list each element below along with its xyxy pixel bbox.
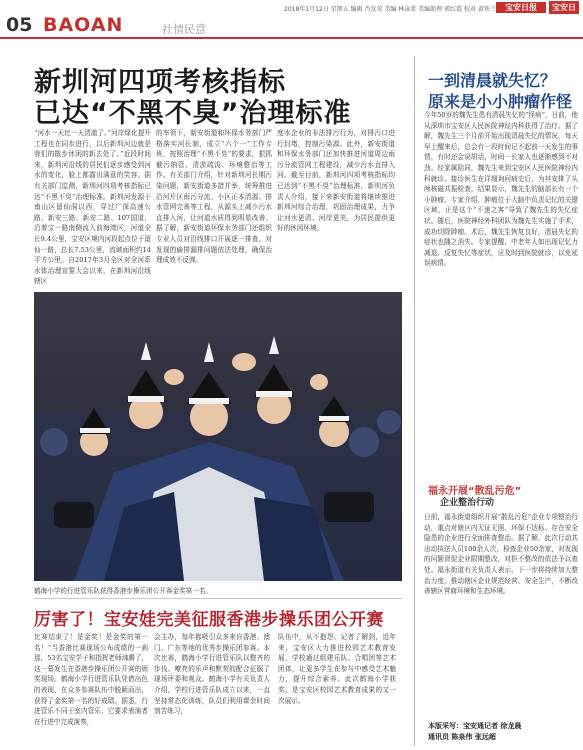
lead-body-column-3: 度水企业的非法排污行为，对排污口进行封堵，控制污染源。此外，新安街道和环保水务部门还加快推进河道周边雨污分流管网工程建设，减少污水直排入河。截至目前，新圳河四项考核指标均已达到“不黑不臭”治理标准，新圳河负责人介绍，接下来新安街道将继续推进新圳河综合治理，巩固治理成果，力争让河水更清、河岸更美，为居民提供更好的休闲环境。 bbox=[277, 129, 395, 233]
side-sub-headline: 福永开展“散乱污危” bbox=[428, 486, 522, 497]
byline bbox=[428, 721, 578, 743]
side-headline-line1: 一到清晨就失忆？ bbox=[428, 71, 557, 90]
edition-meta: 2018年1月12日 星期五 编辑 肖发荣 美编 林泳希 美编助理 郭红霞 校对 黄铁兰 bbox=[284, 6, 496, 13]
side-body: 今年50岁的魏先生患有清晨失忆的“怪病”，日前，他从深圳市宝安区人民医院神经内科获得了治疗。据了解，魏先生三个月前开始出现清晨失忆的情况，每天早上醒来后，总会有一段时间记不起前一天发生的事情，有时还会说胡话，时间一长家人也逐渐感到不对劲。经家属陪同，魏先生来到宝安区人民医院神经内科就诊。接诊医生在详细询问病史后，为其安排了头颅核磁共振检查，结果显示，魏先生的脑部长有一个小肿瘤。专家介绍，肿瘤位于大脑中负责记忆的关键区域，正是这个“不速之客”导致了魏先生的失忆症状。随后，医院神经外科团队为魏先生实施了手术，成功切除肿瘤。术后，魏先生恢复良好，清晨失忆的症状也随之消失。专家提醒，中老年人如出现记忆力减退、反复失忆等症状，应及时到医院就诊，以免延误病情。 bbox=[424, 111, 578, 268]
page-number: 05 bbox=[6, 14, 33, 36]
side-body-2: 日前，福永街道组织开展“散乱污危”企业专项整治行动，重点对辖区内无证无照、环保不达标、存在安全隐患的企业进行全面排查整治。据了解，此次行动共出动执法人员100余人次，检查企业50余家，对发现的问题督促企业限期整改，对拒不整改的依法予以查处。福永街道有关负责人表示，下一步将持续加大整治力度，推动辖区企业规范经营、安全生产，不断改善辖区营商环境和生态环境。 bbox=[424, 513, 578, 596]
section-category: 社情民意 bbox=[162, 23, 206, 36]
newspaper-badge: 宝安日报 bbox=[549, 1, 579, 14]
side-headline-line2: 原来是小小肿瘤作怪 bbox=[428, 92, 573, 111]
second-body-column-1: 比赛结束了！是金奖！是金奖的第一名！”当香港比赛现场公布成绩的一刹那，53名宝安学子和指挥老师沸腾了，这一幕发生在香港步操乐团公开赛的颁奖现场。鹤海小学行进管乐队凭借出色的表现，在众多参赛队伍中脱颖而出，获得了金奖第一名的好成绩。据悉，行进管乐不同于室内管乐，它要求表演者在行进中完成演奏， bbox=[34, 633, 148, 726]
story-separator bbox=[34, 598, 402, 599]
lead-headline-line2: 已达“不黑不臭”治理标准 bbox=[34, 98, 352, 129]
header-rule bbox=[0, 37, 583, 39]
side-sub-headline-2: 企业整治行动 bbox=[440, 498, 495, 508]
second-body-column-3: 队伍中，从不抱怨。记者了解到，近年来，宝安区大力推进校园艺术教育发展，学校通过组建乐队、合唱团等艺术团体，让更多学生在参与中感受艺术魅力，提升综合素养。此次鹤海小学获奖，是宝安区校园艺术教育成果的又一次展示。 bbox=[278, 633, 396, 705]
column-divider bbox=[414, 56, 415, 746]
lead-headline-line1: 新圳河四项考核指标 bbox=[34, 67, 286, 98]
newspaper-logo: 宝安日报 bbox=[496, 2, 546, 13]
photo-caption: 鹤海小学的行进管乐队获得香港步操乐团公开赛金奖第一名。 bbox=[34, 587, 213, 595]
second-body-column-2: 会主办，每年都吸引众多来自香港、澳门、广东等地的优秀步操乐团参赛。本次比赛，鹤海小学行进管乐队以整齐的步伐、嘹亮的乐声和默契的配合征服了现场评委和观众。鹤海小学有关负责人介绍，学校行进管乐队成立以来，一直坚持常态化训练，队员们利用课余时间刻苦练习， bbox=[154, 633, 270, 716]
section-name: BAOAN bbox=[43, 14, 124, 36]
band-photo bbox=[34, 292, 402, 581]
byline-line-1: 本版采写：宝安通记者 徐龙晨 bbox=[428, 722, 522, 730]
lead-body-column-2: 的率领下，新安街道和环保水务部门严格落实河长制，成立“六个一”工作专班，按照治理“不黑不臭”的要求，狠抓截污纳管、清淤疏浚、环境整治等工作。有关部门介绍，针对新圳河长期污染问题，新安街道多措并举，统筹推进沿河片区雨污分流、小区正本清源、排水管网完善等工程，从源头上减少污水直排入河，让河道水质得到明显改善。据了解，新安街道环保水务部门还组织专业人员对沿线排口开展逐一排查，对发现的偷排漏排问题依法处理，确保治理成效不反弹。 bbox=[156, 129, 272, 265]
second-headline: 厉害了！宝安娃完美征服香港步操乐团公开赛 bbox=[34, 610, 384, 630]
lead-body-column-1: “河水一天比一天清澈了。”河岸绿化提升工程也在同步进行，以后新圳河边就是我们的散步休闲的新去处了。”近段时间来，新圳河沿线的居民们逐步感受到河水的变化，脸上都露出满意的笑容。据有关部门监测，新圳河四项考核指标已达“不黑不臭”治理标准。新圳河发源于南山区留仙洞以西，穿过广深高速公路、新安三路、新安二路、107国道，沿着宝一路南侧流入前海湾区，河道全长9.4公里，宝安区境内河段起点位于留仙一路，总长7.53公里，流域面积约14平方公里。自2017年3月全区对全河系水体治理宣誓大会以来，在新圳河沿线辖区 bbox=[34, 129, 151, 286]
byline-line-2: 通讯员 陈泉伟 张远超 bbox=[428, 733, 496, 741]
page-header bbox=[0, 0, 583, 34]
